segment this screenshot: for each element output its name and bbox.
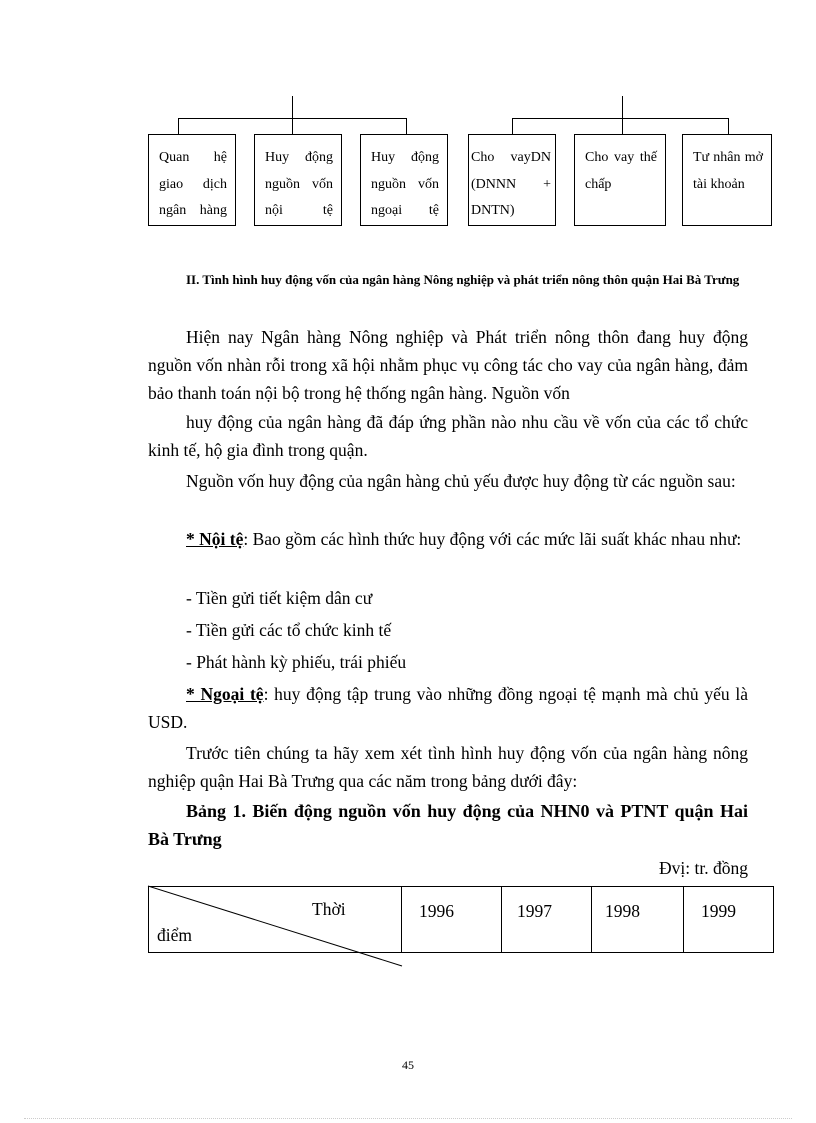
year-header: 1996: [419, 901, 454, 921]
connector-left-stem: [292, 96, 293, 134]
connector-left-drop-1: [178, 118, 179, 134]
header-thoi: Thời: [312, 899, 346, 919]
bullet-2: - Tiền gửi các tổ chức kinh tế: [186, 620, 392, 640]
noi-te-text: : Bao gồm các hình thức huy động với các mức lãi suất khác nhau như:: [243, 529, 742, 549]
page-number: 45: [402, 1058, 414, 1072]
section-heading: II. Tình hình huy động vốn của ngân hàng Nông nghiệp và phát triển nông thôn quận Hai Bà Trưng: [186, 272, 740, 287]
org-box-quan-he: Quan hệ giao dịch ngân hàng: [148, 134, 236, 226]
connector-left-bar: [178, 118, 406, 119]
paragraph-3: Trước tiên chúng ta hãy xem xét tình hình huy động vốn của ngân hàng nông nghiệp quận Hai Bà Trưng qua các năm trong bảng dưới đây:: [148, 743, 748, 791]
table-col-divider: [401, 887, 402, 952]
header-diem: điểm: [157, 925, 192, 945]
connector-right-drop-1: [512, 118, 513, 134]
ngoai-te-label: * Ngoại tệ: [186, 684, 264, 704]
org-box-huy-dong-ngoai-te: Huy động nguồn vốn ngoại tệ: [360, 134, 448, 226]
connector-left-drop-3: [406, 118, 407, 134]
year-header: 1997: [517, 901, 552, 921]
paragraph-2: Nguồn vốn huy động của ngân hàng chủ yếu được huy động từ các nguồn sau:: [186, 471, 736, 491]
page-bottom-divider: [24, 1118, 792, 1119]
org-box-tu-nhan: Tư nhân mở tài khoản: [682, 134, 772, 226]
paragraph-1: Hiện nay Ngân hàng Nông nghiệp và Phát triển nông thôn đang huy động nguồn vốn nhàn rỗi trong xã hội nhằm phục vụ công tác cho vay của ngân hàng, đảm bảo thanh toán nội bộ trong hệ thống ngân hàng. Nguồn vốn: [148, 327, 748, 403]
table-title: Bảng 1. Biến động nguồn vốn huy động của NHN0 và PTNT quận Hai Bà Trưng: [148, 801, 748, 849]
noi-te-paragraph: [148, 525, 748, 553]
data-table: [148, 886, 774, 953]
org-box-huy-dong-noi-te: Huy động nguồn vốn nội tệ: [254, 134, 342, 226]
paragraph-1-continued: huy động của ngân hàng đã đáp ứng phần nào nhu cầu về vốn của các tổ chức kinh tế, hộ gia đình trong quận.: [148, 412, 748, 460]
ngoai-te-text: : huy động tập trung vào những đồng ngoại tệ mạnh mà chủ yếu là USD.: [148, 684, 748, 732]
year-header: 1999: [701, 901, 736, 921]
org-box-cho-vay-dn: Cho vayDN (DNNN + DNTN): [468, 134, 556, 226]
bullet-1: - Tiền gửi tiết kiệm dân cư: [186, 588, 373, 608]
org-box-cho-vay-the-chap: Cho vay thế chấp: [574, 134, 666, 226]
table-col-divider: [683, 887, 684, 952]
table-col-divider: [591, 887, 592, 952]
bullet-3: - Phát hành kỳ phiếu, trái phiếu: [186, 652, 407, 672]
connector-right-bar: [512, 118, 729, 119]
unit-label: Đvị: tr. đồng: [659, 858, 748, 878]
noi-te-label: * Nội tệ: [186, 529, 244, 549]
connector-right-stem: [622, 96, 623, 134]
table-col-divider: [501, 887, 502, 952]
ngoai-te-paragraph: [148, 680, 748, 736]
year-header: 1998: [605, 901, 640, 921]
connector-right-drop-3: [728, 118, 729, 134]
